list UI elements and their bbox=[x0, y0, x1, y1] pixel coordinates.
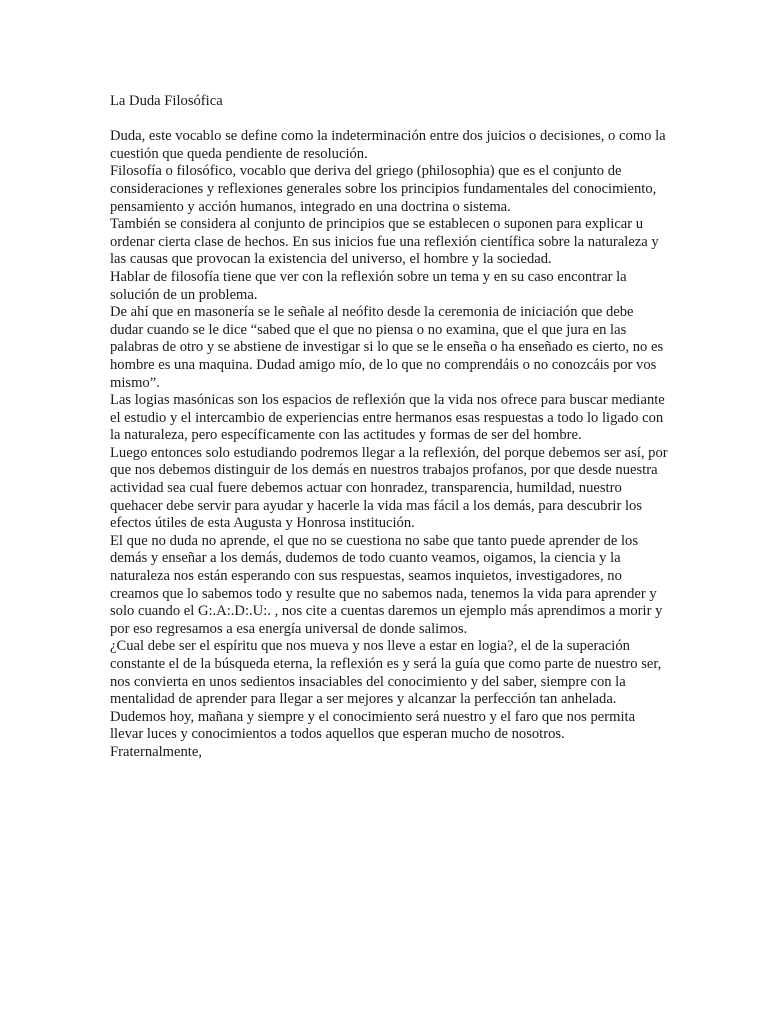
document-page bbox=[110, 93, 670, 762]
paragraph-duda-definition: Duda, este vocablo se define como la indeterminación entre dos juicios o decisiones, o como la cuestión que queda pendiente de resolución. bbox=[110, 128, 666, 162]
paragraph-hablar-filosofia: Hablar de filosofía tiene que ver con la reflexión sobre un tema y en su caso encontrar la solución de un problema. bbox=[110, 268, 627, 303]
paragraph-estudiando: Luego entonces solo estudiando podremos llegar a la reflexión, del porque debemos ser así, por que nos debemos distinguir de los demás en nuestros trabajos profanos, por que desde nuestra actividad sea cual fuere debemos actuar con honradez, transparencia, humildad, nuestro quehacer debe servir para ayudar y hacerle la vida mas fácil a los demás, para descubrir los efectos útiles de esta Augusta y Honrosa institución. bbox=[110, 444, 668, 532]
document-title: La Duda Filosófica bbox=[110, 93, 223, 109]
paragraph-logias-masonicas: Las logias masónicas son los espacios de reflexión que la vida nos ofrece para buscar mediante el estudio y el intercambio de experiencias entre hermanos esas respuestas a todo lo ligado con la naturaleza, pero específicamente con las actitudes y formas de ser del hombre. bbox=[110, 392, 665, 444]
paragraph-masoneria-neofito: De ahí que en masonería se le señale al neófito desde la ceremonia de iniciación que debe dudar cuando se le dice “sabed que el que no piensa o no examina, que el que jura en las palabras de otro y se abstiene de investigar si lo que se le enseña o ha enseñado es cierto, no es hombre es una maquina. Dudad amigo mío, de lo que no comprendáis o no conozcáis por vos mismo”. bbox=[110, 304, 664, 391]
paragraph-dudemos-hoy: Dudemos hoy, mañana y siempre y el conocimiento será nuestro y el faro que nos permita llevar luces y conocimientos a todos aquellos que esperan mucho de nosotros. bbox=[110, 708, 636, 743]
paragraph-filosofia-definition: Filosofía o filosófico, vocablo que deriva del griego (philosophia) que es el conjunto de consideraciones y reflexiones generales sobre los principios fundamentales del conocimiento, pensamiento y acción humanos, integrado en una doctrina o sistema. bbox=[110, 163, 657, 215]
paragraph-principios: También se considera al conjunto de principios que se establecen o suponen para explicar u ordenar cierta clase de hechos. En sus inicios fue una reflexión científica sobre la naturaleza y las causas que provocan la existencia del universo, el hombre y la sociedad. bbox=[110, 216, 659, 268]
closing-signoff: Fraternalmente, bbox=[110, 743, 202, 760]
paragraph-el-que-no-duda: El que no duda no aprende, el que no se cuestiona no sabe que tanto puede aprender de los demás y enseñar a los demás, dudemos de todo cuanto veamos, oigamos, la ciencia y la naturaleza nos están esperando con sus respuestas, seamos inquietos, investigadores, no creamos que lo sabemos todo y resulte que no sabemos nada, tenemos la vida para aprender y solo cuando el G:.A:.D:.U:. , nos cite a cuentas daremos un ejemplo más aprendimos a morir y por eso regresamos a esa energía universal de donde salimos. bbox=[110, 532, 663, 637]
paragraph-espiritu-logia: ¿Cual debe ser el espíritu que nos mueva y nos lleve a estar en logia?, el de la superación constante el de la búsqueda eterna, la reflexión es y será la guía que como parte de nuestro ser, nos convierta en unos sedientos insaciables del conocimiento y del saber, siempre con la mentalidad de aprender para llegar a ser mejores y alcanzar la perfección tan anhelada. bbox=[110, 638, 662, 708]
